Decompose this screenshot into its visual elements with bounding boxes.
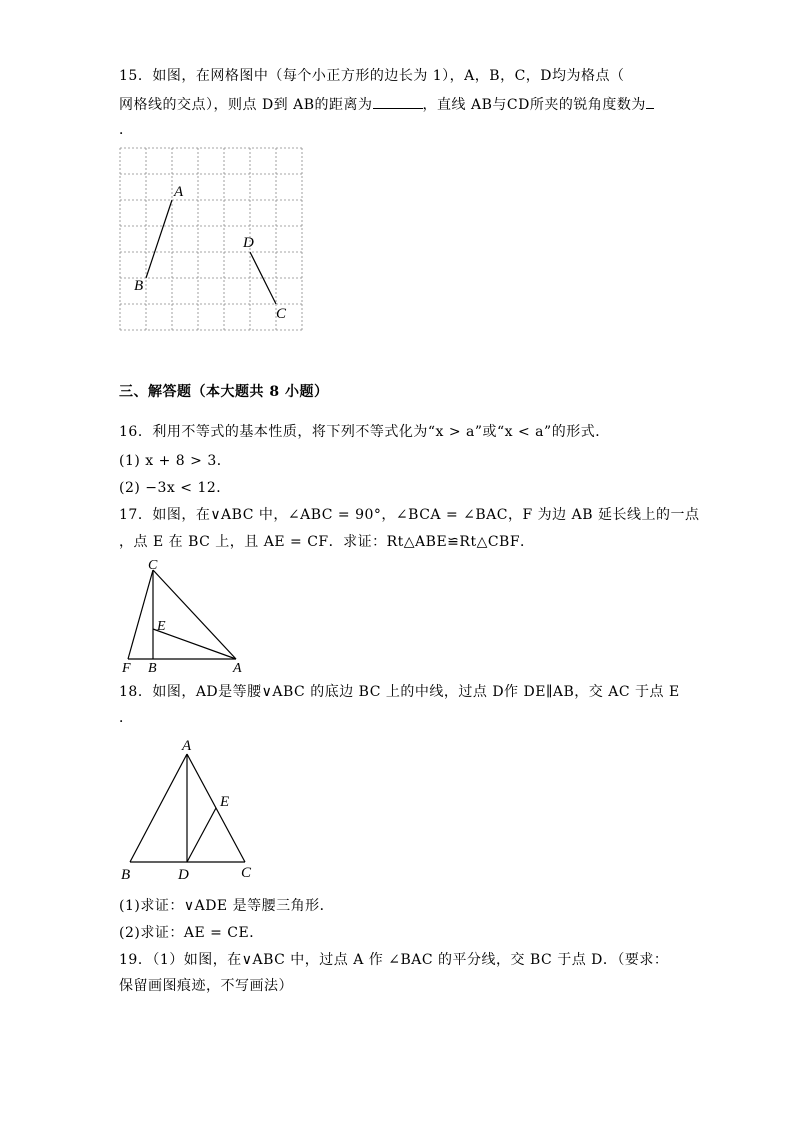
q16-part1: (1) x + 8 > 3． bbox=[119, 453, 232, 469]
q16-stem: 16．利用不等式的基本性质，将下列不等式化为“x > a”或“x < a”的形式． bbox=[119, 424, 610, 440]
q15-line2-part-b: ，直线 AB与CD所夹的锐角度数为 bbox=[422, 97, 646, 113]
label-b: B bbox=[148, 661, 157, 676]
q15-grid-figure bbox=[118, 146, 308, 334]
answer-blank bbox=[373, 94, 423, 109]
label-f: F bbox=[122, 661, 131, 676]
answer-blank bbox=[646, 94, 654, 109]
label-a: A bbox=[233, 661, 242, 676]
q15-line2 bbox=[119, 94, 654, 115]
segment-ab bbox=[146, 200, 172, 278]
label-d: D bbox=[243, 235, 254, 251]
label-b: B bbox=[134, 278, 144, 294]
q18-line2: ． bbox=[119, 710, 134, 726]
q19-line1: 19．（1）如图，在∨ABC 中，过点 A 作 ∠BAC 的平分线，交 BC 于点 D．（要求： bbox=[119, 952, 669, 968]
q19-line2: 保留画图痕迹，不写画法） bbox=[119, 978, 293, 994]
q18-part2: (2)求证：AE = CE． bbox=[119, 925, 264, 941]
q15-line3: ． bbox=[119, 122, 134, 138]
label-e: E bbox=[220, 794, 230, 810]
label-d: D bbox=[178, 867, 189, 883]
label-c: C bbox=[276, 306, 287, 322]
label-c: C bbox=[148, 558, 158, 573]
label-a: A bbox=[182, 738, 192, 754]
label-e: E bbox=[157, 619, 166, 634]
q18-triangle-figure bbox=[114, 734, 264, 884]
label-a: A bbox=[174, 184, 184, 200]
section-title: 三、解答题（本大题共 8 小题） bbox=[119, 384, 329, 400]
q17-line1: 17．如图，在∨ABC 中，∠ABC = 90°，∠BCA = ∠BAC，F 为边 AB 延长线上的一点 bbox=[119, 507, 700, 523]
q16-part2: (2) −3x < 12． bbox=[119, 480, 231, 496]
label-c: C bbox=[241, 865, 252, 881]
q18-part1: (1)求证：∨ADE 是等腰三角形． bbox=[119, 898, 335, 914]
q15-line1: 15．如图，在网格图中（每个小正方形的边长为 1），A，B，C，D均为格点（ bbox=[119, 68, 625, 84]
label-b: B bbox=[121, 867, 131, 883]
q18-line1: 18．如图，AD是等腰∨ABC 的底边 BC 上的中线，过点 D作 DE∥AB，交 AC 于点 E bbox=[119, 684, 680, 700]
q17-triangle-figure bbox=[112, 556, 262, 676]
q15-line2-part-a: 网格线的交点），则点 D到 AB的距离为 bbox=[119, 97, 373, 113]
q17-line2: ，点 E 在 BC 上，且 AE = CF．求证：Rt△ABE≌Rt△CBF． bbox=[119, 534, 535, 550]
